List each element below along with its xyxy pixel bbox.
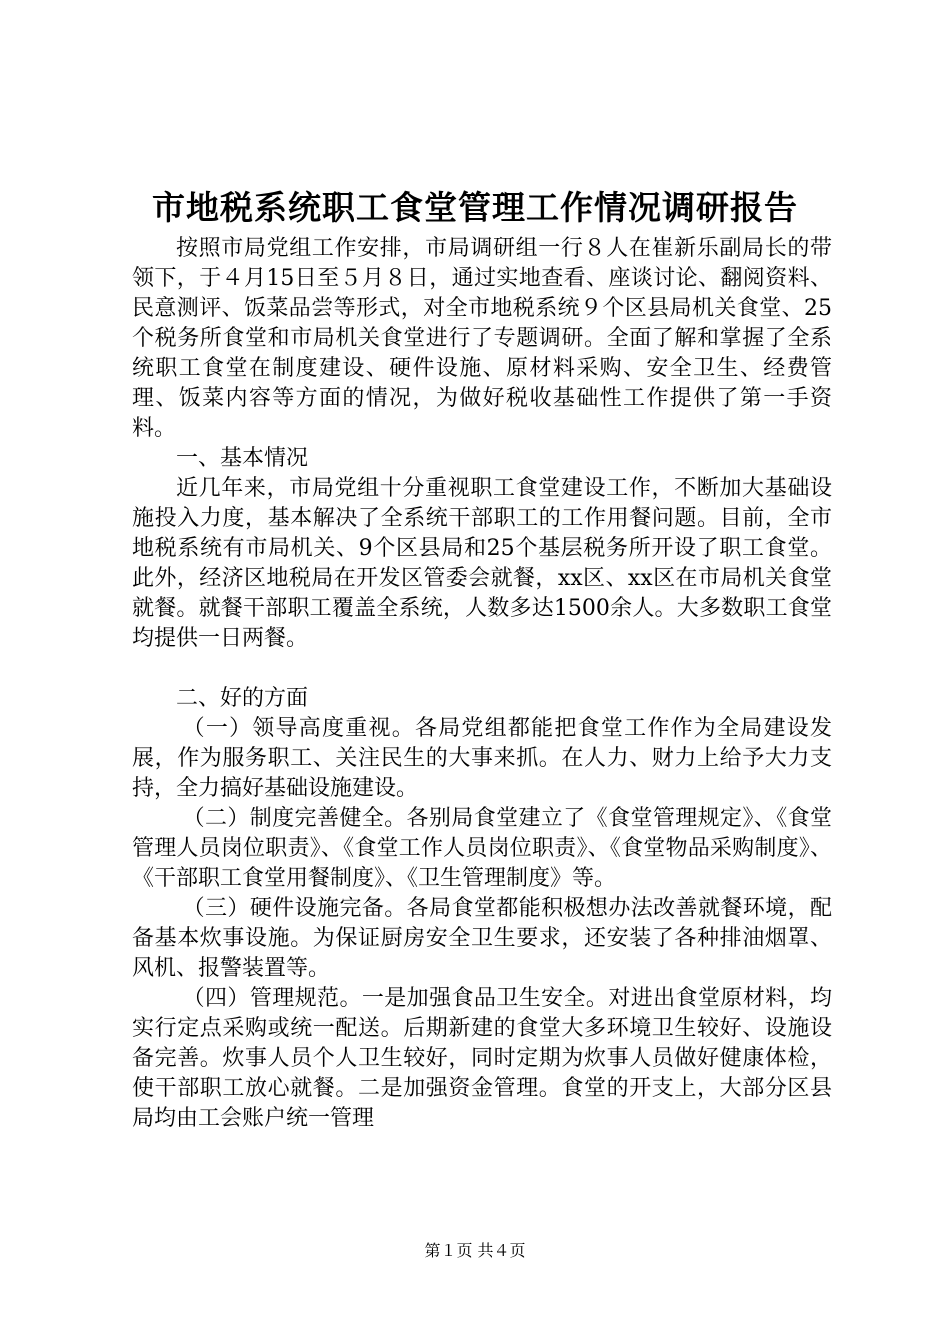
document-title: 市地税系统职工食堂管理工作情况调研报告 [152,188,798,227]
section-heading-good: 二、好的方面 [176,686,309,711]
item-leadership-paragraph: （一）领导高度重视。各局党组都能把食堂工作作为全局建设发展，作为服务职工、关注民生的大事来抓。在人力、财力上给予大力支持，全力搞好基础设施建设。 [132,716,832,801]
section-heading-basic: 一、基本情况 [176,446,309,471]
paragraph-gap [132,654,832,684]
item-system-paragraph: （二）制度完善健全。各别局食堂建立了《食堂管理规定》、《食堂管理人员岗位职责》、《食堂工作人员岗位职责》、《食堂物品采购制度》、《干部职工食堂用餐制度》、《卫生管理制度》等。 [132,806,832,891]
intro-paragraph: 按照市局党组工作安排，市局调研组一行８人在崔新乐副局长的带领下，于４月15日至５月８日，通过实地查看、座谈讨论、翻阅资料、民意测评、饭菜品尝等形式，对全市地税系统９个区县局机关食堂、25个税务所食堂和市局机关食堂进行了专题调研。全面了解和掌握了全系统职工食堂在制度建设、硬件设施、原材料采购、安全卫生、经费管理、饭菜内容等方面的情况，为做好税收基础性工作提供了第一手资料。 [132,236,832,441]
document-body [132,234,832,1134]
page-number: 第１页 共４页 [424,1241,526,1260]
basic-situation-paragraph: 近几年来，市局党组十分重视职工食堂建设工作，不断加大基础设施投入力度，基本解决了全系统干部职工的工作用餐问题。目前，全市地税系统有市局机关、9个区县局和25个基层税务所开设了职工食堂。此外，经济区地税局在开发区管委会就餐，xx区、xx区在市局机关食堂就餐。就餐干部职工覆盖全系统，人数多达1500余人。大多数职工食堂均提供一日两餐。 [132,476,832,651]
item-facilities-paragraph: （三）硬件设施完备。各局食堂都能积极想办法改善就餐环境，配备基本炊事设施。为保证厨房安全卫生要求，还安装了各种排油烟罩、风机、报警装置等。 [132,896,832,981]
item-management-paragraph: （四）管理规范。一是加强食品卫生安全。对进出食堂原材料，均实行定点采购或统一配送。后期新建的食堂大多环境卫生较好、设施设备完善。炊事人员个人卫生较好，同时定期为炊事人员做好健康体检，使干部职工放心就餐。二是加强资金管理。食堂的开支上，大部分区县局均由工会账户统一管理 [132,986,832,1131]
